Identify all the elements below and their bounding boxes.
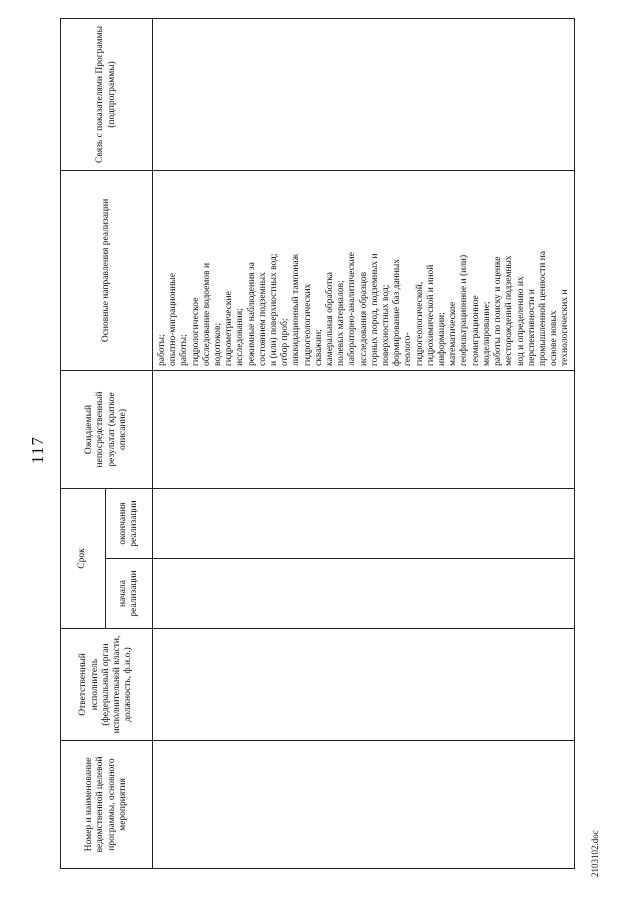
cell-link <box>153 18 575 170</box>
direction-line: горных пород, подземных и <box>369 253 380 366</box>
page-number: 117 <box>28 436 47 464</box>
direction-line: гидрогеологических <box>302 283 313 366</box>
cell-number-name <box>153 741 575 869</box>
direction-line: моделирование; <box>481 301 492 366</box>
direction-line: геолого- <box>403 332 414 366</box>
direction-line: обследование водоемов и <box>201 262 212 366</box>
program-table <box>60 18 575 869</box>
header-number-name: Номер и наименование ведомственной целевой программы, основного мероприятия <box>61 741 153 869</box>
direction-line: водотоков; <box>213 322 224 366</box>
direction-line: информации; <box>437 312 448 366</box>
header-link: Связь с показателями Программы (подпрограммы) <box>61 18 153 170</box>
direction-line: ликвидационный тампонаж <box>291 253 302 366</box>
direction-line: состоянием подземных <box>257 272 268 366</box>
direction-line: отбор проб; <box>280 318 291 366</box>
header-term-start: начала реализации <box>106 559 153 629</box>
cell-term-end <box>153 488 575 558</box>
header-term: Срок <box>61 488 106 628</box>
direction-line: гидрометрические <box>224 291 235 366</box>
direction-line: исследования образцов <box>358 271 369 366</box>
direction-line: технологических и <box>560 289 571 366</box>
direction-line: работы; <box>179 334 190 366</box>
cell-term-start <box>153 559 575 629</box>
directions-list <box>157 175 572 366</box>
cell-executor <box>153 629 575 741</box>
direction-line: геофильтрационное и (или) <box>459 254 470 366</box>
direction-line: камеральная обработка <box>325 272 336 366</box>
direction-line: полевых материалов; <box>336 280 347 366</box>
direction-line: работы; <box>157 334 167 366</box>
document-code: 2103102.doc <box>590 830 600 877</box>
direction-line: математическое <box>448 301 459 366</box>
direction-line: исследования; <box>235 308 246 366</box>
header-result: Ожидаемый непосредственный результат (краткое описание) <box>61 370 153 488</box>
direction-line: перспективности и <box>526 289 537 366</box>
header-executor: Ответственный исполнитель (федеральный орган исполнительной власти, должность, ф.и.о.) <box>61 629 153 741</box>
direction-line: месторождений подземных <box>504 255 515 366</box>
direction-line: опытно-миграционные <box>168 272 179 366</box>
header-term-end: окончания реализации <box>106 488 153 558</box>
direction-line: промышленной ценности на <box>537 250 548 366</box>
cell-directions <box>153 170 575 370</box>
direction-line: поверхностных вод; <box>381 284 392 366</box>
direction-line: основе новых <box>549 310 560 366</box>
direction-line: и (или) поверхностных вод; <box>269 253 280 366</box>
direction-line: гидрогеологической, <box>414 281 425 366</box>
direction-line: лабораторно-аналитические <box>347 252 358 366</box>
direction-line: скважин; <box>313 329 324 366</box>
direction-line: гидрологическое <box>190 297 201 366</box>
header-directions: Основные направления реализации <box>61 170 153 370</box>
direction-line: формирование баз данных <box>392 259 403 366</box>
direction-line: вод и определению их <box>515 276 526 366</box>
direction-line: гидрохимической и иной <box>425 264 436 366</box>
direction-line: геомиграционное <box>470 295 481 366</box>
direction-line: работы по поиску и оценке <box>493 256 504 366</box>
cell-result <box>153 370 575 488</box>
direction-line: режимные наблюдения за <box>246 262 257 366</box>
